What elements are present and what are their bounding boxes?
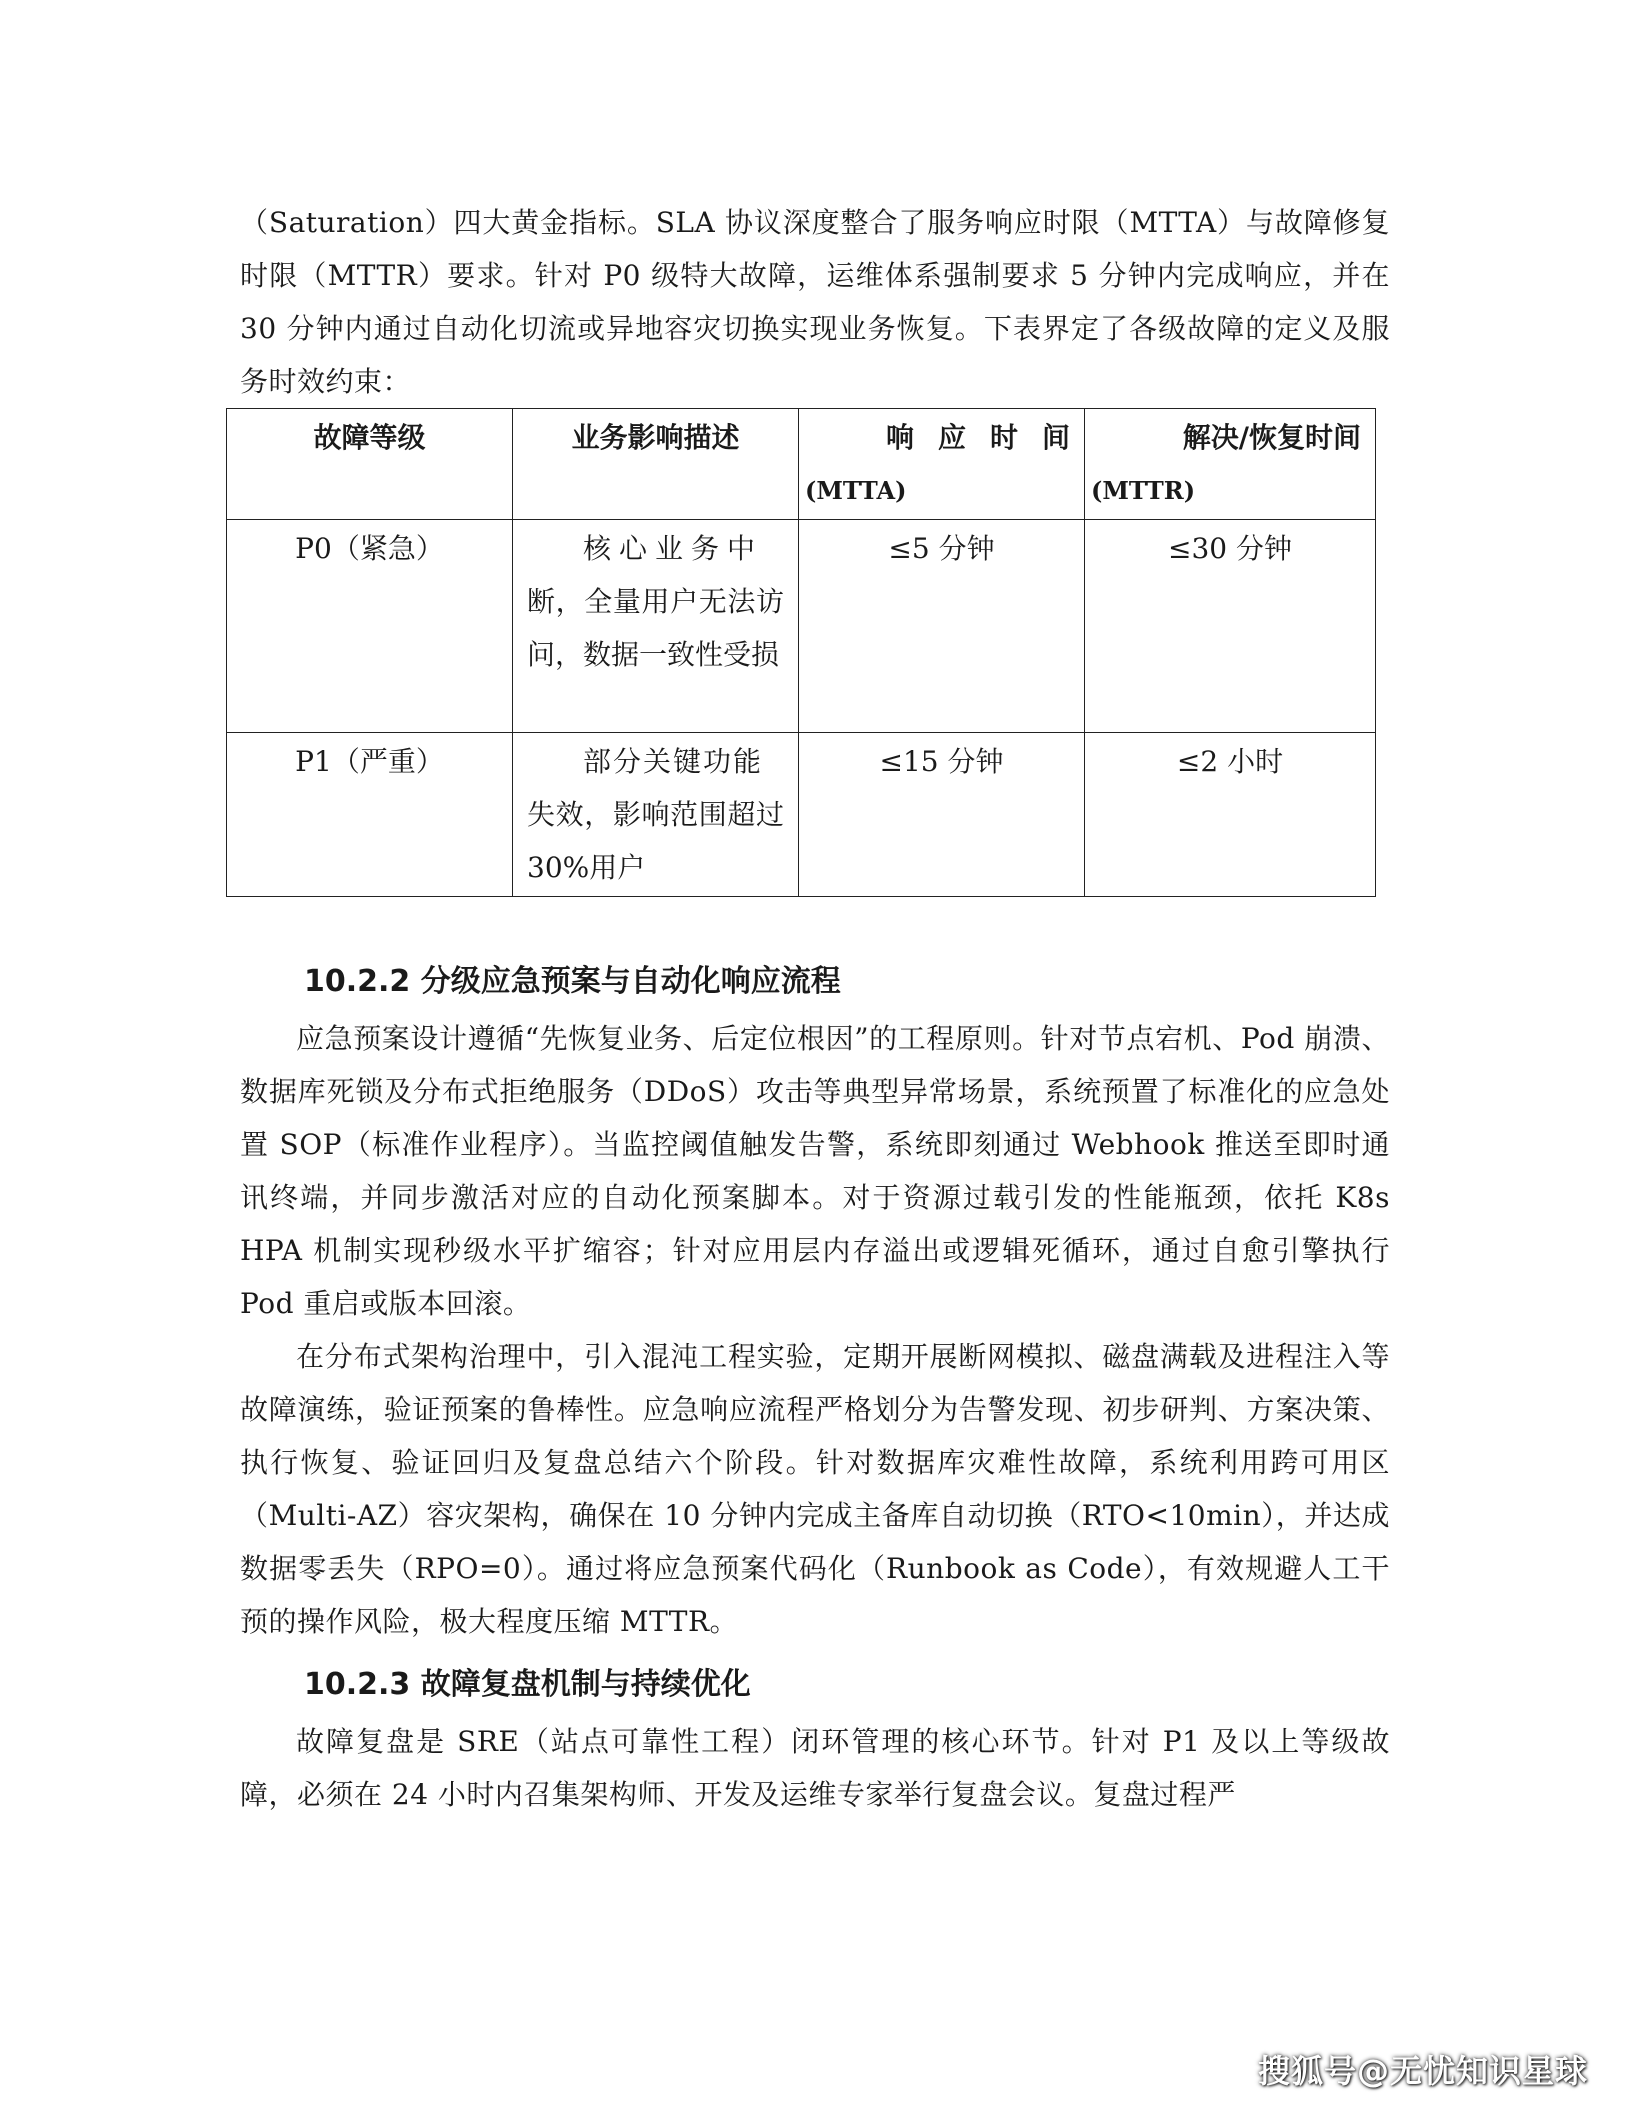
row-p0-mtta: ≤5 分钟 [799,520,1085,733]
header-mttr-label: 解决/恢复时间 [1182,421,1361,454]
header-mtta [799,409,1094,520]
section-10-2-3-paragraph-1: 故障复盘是 SRE（站点可靠性工程）闭环管理的核心环节。针对 P1 及以上等级故障，必须在 24 小时内召集架构师、开发及运维专家举行复盘会议。复盘过程严 [240,1725,1390,1811]
row-p0-mttr: ≤30 分钟 [1085,520,1376,733]
section-10-2-2-paragraph-2: 在分布式架构治理中，引入混沌工程实验，定期开展断网模拟、磁盘满载及进程注入等故障演练，验证预案的鲁棒性。应急响应流程严格划分为告警发现、初步研判、方案决策、执行恢复、验证回归及复盘总结六个阶段。针对数据库灾难性故障，系统利用跨可用区（Multi-AZ）容灾架构，确保在 10 分钟内完成主备库自动切换（RTO<10min），并达成数据零丢失（RPO=0）。通过将应急预案代码化（Runbook as Code），有效规避人工干预的操作风险，极大程度压缩 MTTR。 [240,1340,1390,1638]
section-heading-10-2-2: 10.2.2 分级应急预案与自动化响应流程 [304,964,841,999]
row-p1-mtta: ≤15 分钟 [799,733,1085,897]
row-p1-level: P1（严重） [227,733,513,897]
row-p0-impact: 核心业务中 断，全量用户无法访问，数据一致性受损 [513,520,799,733]
table-row [227,520,1376,733]
header-mtta-sub: (MTTA) [805,476,907,505]
section-10-2-2-paragraph-1: 应急预案设计遵循“先恢复业务、后定位根因”的工程原则。针对节点宕机、Pod 崩溃、数据库死锁及分布式拒绝服务（DDoS）攻击等典型异常场景，系统预置了标准化的应急处置 SOP（标准作业程序）。当监控阈值触发告警，系统即刻通过 Webhook 推送至即时通讯终端，并同步激活对应的自动化预案脚本。对于资源过载引发的性能瓶颈，依托 K8s HPA 机制实现秒级水平扩缩容；针对应用层内存溢出或逻辑死循环，通过自愈引擎执行 Pod 重启或版本回滚。 [240,1022,1390,1320]
row-p1-impact: 部分关键功能 失效，影响范围超过 30%用户 [513,733,799,897]
header-impact: 业务影响描述 [513,409,799,520]
table-header-row [227,409,1376,520]
header-mttr [1085,409,1376,520]
fault-level-table [226,408,1376,897]
header-mtta-label: 响应时间 [885,421,1094,454]
table-row [227,733,1376,897]
header-mttr-sub: (MTTR) [1091,476,1196,505]
watermark-text: 搜狐号@无忧知识星球 [1257,2052,1588,2090]
header-level: 故障等级 [227,409,513,520]
intro-paragraph: （Saturation）四大黄金指标。SLA 协议深度整合了服务响应时限（MTTA）与故障修复时限（MTTR）要求。针对 P0 级特大故障，运维体系强制要求 5 分钟内完成响应，并在 30 分钟内通过自动化切流或异地容灾切换实现业务恢复。下表界定了各级故障的定义及服务时效约束： [240,206,1390,398]
row-p1-mttr: ≤2 小时 [1085,733,1376,897]
section-heading-10-2-3: 10.2.3 故障复盘机制与持续优化 [304,1667,751,1702]
document-body [240,196,1390,1821]
row-p0-level: P0（紧急） [227,520,513,733]
